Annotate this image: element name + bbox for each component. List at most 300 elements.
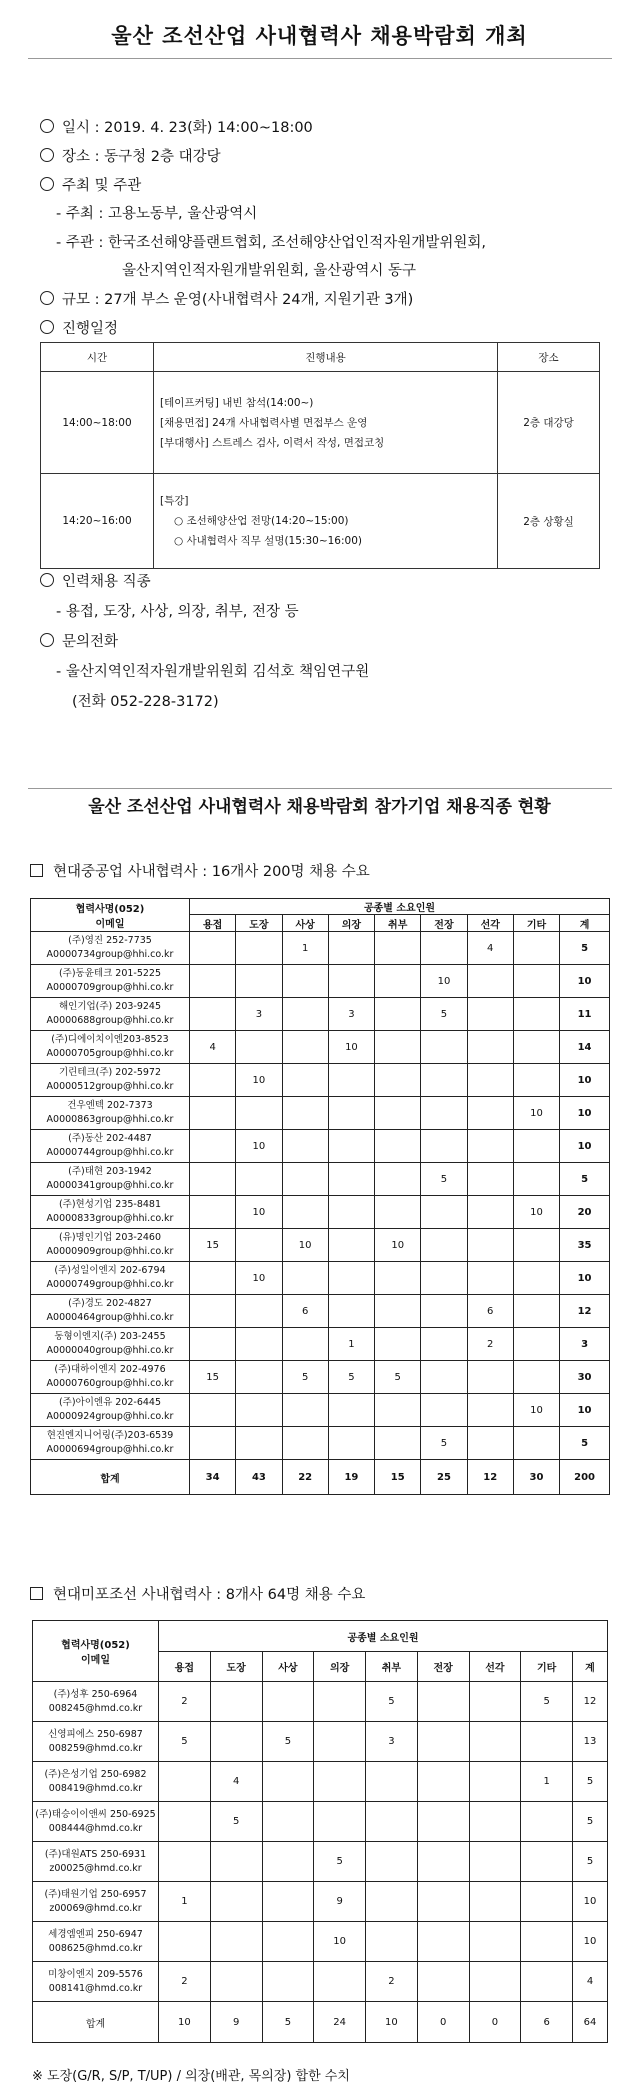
count-cell: 5 <box>159 1722 211 1762</box>
table-row <box>33 1882 608 1922</box>
count-cell: 5 <box>314 1842 366 1882</box>
count-cell <box>513 1064 559 1097</box>
total-row <box>31 1460 610 1495</box>
table-row <box>33 1762 608 1802</box>
count-cell: 9 <box>314 1882 366 1922</box>
company-email: A0000705group@hhi.co.kr <box>46 1048 174 1059</box>
count-cell: 5 <box>282 1361 328 1394</box>
company-email: z00069@hmd.co.kr <box>49 1902 142 1914</box>
company-cell <box>33 1882 159 1922</box>
place-text: 장소 : 동구청 2층 대강당 <box>62 149 221 165</box>
company-email: A0000863group@hhi.co.kr <box>46 1114 174 1125</box>
schedule-content <box>154 372 498 474</box>
count-cell <box>467 998 513 1031</box>
contact-header-line <box>40 630 118 651</box>
company-email: 008444@hmd.co.kr <box>48 1822 143 1834</box>
total-cell: 9 <box>210 2002 262 2043</box>
total-cell: 10 <box>366 2002 418 2043</box>
col-header: 취부 <box>375 915 421 932</box>
count-cell: 4 <box>190 1031 236 1064</box>
host-line: - 주최 : 고용노동부, 울산광역시 <box>56 206 258 222</box>
company-email: A0000512group@hhi.co.kr <box>46 1081 174 1092</box>
count-cell: 2 <box>159 1682 211 1722</box>
table-row <box>31 932 610 965</box>
count-cell: 3 <box>236 998 282 1031</box>
section-title: 울산 조선산업 사내협력사 채용박람회 참가기업 채용직종 현황 <box>88 797 551 817</box>
row-total-cell: 35 <box>560 1229 610 1262</box>
col-company-label: 협력사명(052) <box>61 1640 130 1651</box>
count-cell: 2 <box>467 1328 513 1361</box>
table-row <box>33 1962 608 2002</box>
count-cell <box>190 1394 236 1427</box>
count-cell <box>375 1262 421 1295</box>
row-total-cell: 10 <box>560 1097 610 1130</box>
company-email: A0000749group@hhi.co.kr <box>46 1279 174 1290</box>
count-cell <box>366 1802 418 1842</box>
schedule-time: 14:00~18:00 <box>41 372 154 474</box>
company-cell <box>33 1842 159 1882</box>
company-email: A0000833group@hhi.co.kr <box>46 1213 174 1224</box>
col-header: 기타 <box>513 915 559 932</box>
total-cell: 0 <box>469 2002 521 2043</box>
count-cell <box>262 1842 314 1882</box>
count-cell <box>328 1262 374 1295</box>
count-cell: 6 <box>467 1295 513 1328</box>
count-cell <box>328 1394 374 1427</box>
company-email: 008625@hmd.co.kr <box>48 1942 143 1954</box>
scale-line <box>40 288 413 309</box>
company-name: (주)현성기업 235-8481 <box>58 1199 162 1210</box>
table-row <box>31 1361 610 1394</box>
company-email: 008419@hmd.co.kr <box>48 1782 143 1794</box>
col-email-label: 이메일 <box>95 919 125 930</box>
count-cell <box>417 1962 469 2002</box>
count-cell: 1 <box>159 1882 211 1922</box>
count-cell <box>159 1762 211 1802</box>
count-cell <box>421 1130 467 1163</box>
col-email-label: 이메일 <box>81 1655 110 1666</box>
schedule-item: ○ 조선해양산업 전망(14:20~15:00) <box>174 515 349 527</box>
count-cell <box>467 1130 513 1163</box>
count-cell <box>375 1328 421 1361</box>
count-cell <box>421 932 467 965</box>
company-email: 008259@hmd.co.kr <box>48 1742 143 1754</box>
count-cell <box>190 1163 236 1196</box>
col-company-header <box>31 899 190 932</box>
count-cell <box>469 1722 521 1762</box>
row-total-cell: 5 <box>573 1802 608 1842</box>
count-cell <box>467 965 513 998</box>
schedule-content <box>154 474 498 569</box>
count-cell <box>467 1097 513 1130</box>
footnote: ※ 도장(G/R, S/P, T/UP) / 의장(배관, 목의장) 합한 수치 <box>32 2069 350 2084</box>
count-cell <box>262 1962 314 2002</box>
count-cell: 5 <box>328 1361 374 1394</box>
scale-text: 규모 : 27개 부스 운영(사내협력사 24개, 지원기관 3개) <box>62 292 414 308</box>
total-cell: 0 <box>417 2002 469 2043</box>
schedule-col-content: 진행내용 <box>154 343 498 372</box>
company-name: (주)성후 250-6964 <box>53 1688 138 1700</box>
company-cell <box>31 1427 190 1460</box>
count-cell <box>421 1361 467 1394</box>
count-cell: 1 <box>282 932 328 965</box>
count-cell <box>417 1882 469 1922</box>
company-name: (주)디에이치이엔203-8523 <box>51 1034 169 1045</box>
jobs-header-text: 인력채용 직종 <box>62 574 151 590</box>
count-cell <box>469 1962 521 2002</box>
company-name: (주)영진 252-7735 <box>68 935 152 946</box>
count-cell <box>328 932 374 965</box>
table-row <box>31 1163 610 1196</box>
count-cell <box>467 1262 513 1295</box>
count-cell <box>236 1361 282 1394</box>
company-name: (유)명인기업 203-2460 <box>58 1232 162 1243</box>
company-cell <box>31 1394 190 1427</box>
count-cell <box>513 932 559 965</box>
count-cell <box>236 1097 282 1130</box>
count-cell <box>210 1682 262 1722</box>
total-cell: 200 <box>560 1460 610 1495</box>
count-cell <box>467 1361 513 1394</box>
count-cell <box>159 1802 211 1842</box>
page-title: 울산 조선산업 사내협력사 채용박람회 개최 <box>111 24 528 48</box>
row-total-cell: 11 <box>560 998 610 1031</box>
company-email: A0000709group@hhi.co.kr <box>46 982 174 993</box>
count-cell: 10 <box>513 1097 559 1130</box>
count-cell <box>469 1682 521 1722</box>
count-cell <box>513 1361 559 1394</box>
circle-bullet-icon <box>40 177 54 191</box>
count-cell <box>375 1295 421 1328</box>
schedule-item: [테이프커팅] 내빈 참석(14:00~) <box>160 396 314 409</box>
col-header: 도장 <box>236 915 282 932</box>
count-cell <box>467 1031 513 1064</box>
company-name: 동형이엔지(주) 203-2455 <box>54 1331 166 1342</box>
count-cell <box>467 1394 513 1427</box>
count-cell <box>159 1842 211 1882</box>
row-total-cell: 5 <box>560 932 610 965</box>
count-cell <box>421 1229 467 1262</box>
company-email: A0000341group@hhi.co.kr <box>46 1180 174 1191</box>
total-cell: 43 <box>236 1460 282 1495</box>
count-cell <box>236 1229 282 1262</box>
col-company-label: 협력사명(052) <box>75 904 145 915</box>
count-cell <box>236 1427 282 1460</box>
count-cell <box>328 1229 374 1262</box>
company-name: (주)은성기업 250-6982 <box>44 1768 147 1780</box>
count-cell <box>282 1064 328 1097</box>
company-name: (주)동윤테크 201-5225 <box>58 968 162 979</box>
col-header: 선각 <box>467 915 513 932</box>
total-cell: 19 <box>328 1460 374 1495</box>
count-cell <box>190 1130 236 1163</box>
count-cell <box>262 1922 314 1962</box>
count-cell: 5 <box>421 1427 467 1460</box>
count-cell <box>469 1882 521 1922</box>
table-row <box>31 1064 610 1097</box>
place-line <box>40 145 221 166</box>
company-cell <box>31 1031 190 1064</box>
circle-bullet-icon <box>40 573 54 587</box>
schedule-header-line <box>40 317 118 338</box>
company-cell <box>33 1802 159 1842</box>
circle-bullet-icon <box>40 291 54 305</box>
total-cell: 5 <box>262 2002 314 2043</box>
company-cell <box>31 1262 190 1295</box>
count-cell: 5 <box>210 1802 262 1842</box>
company-email: A0000744group@hhi.co.kr <box>46 1147 174 1158</box>
count-cell <box>417 1922 469 1962</box>
count-cell <box>328 1295 374 1328</box>
company-cell <box>33 1762 159 1802</box>
count-cell <box>328 1097 374 1130</box>
count-cell <box>282 998 328 1031</box>
table-row <box>31 965 610 998</box>
company-name: (주)아이엔유 202-6445 <box>58 1397 162 1408</box>
company-email: A0000464group@hhi.co.kr <box>46 1312 174 1323</box>
table2-caption-text: 현대미포조선 사내협력사 : 8개사 64명 채용 수요 <box>53 1587 366 1603</box>
col-header: 사상 <box>282 915 328 932</box>
company-cell <box>33 1682 159 1722</box>
count-cell: 15 <box>190 1229 236 1262</box>
count-cell <box>314 1762 366 1802</box>
company-email: A0000688group@hhi.co.kr <box>46 1015 174 1026</box>
company-cell <box>33 1922 159 1962</box>
count-cell: 15 <box>190 1361 236 1394</box>
count-cell <box>328 965 374 998</box>
col-header: 용접 <box>159 1652 211 1682</box>
count-cell <box>190 1295 236 1328</box>
total-cell: 24 <box>314 2002 366 2043</box>
schedule-item: [특강] <box>160 495 189 507</box>
count-cell <box>262 1882 314 1922</box>
count-cell <box>467 1163 513 1196</box>
count-cell <box>469 1802 521 1842</box>
count-cell <box>210 1962 262 2002</box>
circle-bullet-icon <box>40 119 54 133</box>
table1-caption <box>30 860 370 881</box>
count-cell <box>366 1922 418 1962</box>
company-cell <box>31 1064 190 1097</box>
count-cell <box>190 932 236 965</box>
count-cell <box>513 1328 559 1361</box>
count-cell <box>375 1031 421 1064</box>
count-cell <box>375 1427 421 1460</box>
row-total-cell: 10 <box>560 1064 610 1097</box>
company-cell <box>31 998 190 1031</box>
count-cell <box>190 1262 236 1295</box>
company-name: 세경엠엔피 250-6947 <box>48 1928 143 1940</box>
total-cell: 25 <box>421 1460 467 1495</box>
table-row <box>31 998 610 1031</box>
count-cell: 3 <box>366 1722 418 1762</box>
row-total-cell: 14 <box>560 1031 610 1064</box>
count-cell: 10 <box>328 1031 374 1064</box>
table-row <box>33 1682 608 1722</box>
company-cell <box>31 1097 190 1130</box>
company-cell <box>31 1328 190 1361</box>
count-cell: 5 <box>366 1682 418 1722</box>
count-cell: 10 <box>513 1394 559 1427</box>
count-cell <box>417 1682 469 1722</box>
col-header: 의장 <box>328 915 374 932</box>
col-header: 도장 <box>210 1652 262 1682</box>
total-row <box>33 2002 608 2043</box>
organizer-line-2: 울산지역인적자원개발위원회, 울산광역시 동구 <box>122 263 416 279</box>
count-cell <box>190 1328 236 1361</box>
count-cell: 10 <box>314 1922 366 1962</box>
schedule-row <box>41 372 600 474</box>
row-total-cell: 10 <box>560 1130 610 1163</box>
company-cell <box>31 965 190 998</box>
company-cell <box>31 1196 190 1229</box>
company-name: (주)태현 203-1942 <box>68 1166 152 1177</box>
count-cell: 10 <box>236 1262 282 1295</box>
row-total-cell: 10 <box>560 965 610 998</box>
company-email: A0000760group@hhi.co.kr <box>46 1378 174 1389</box>
company-name: 해인기업(주) 203-9245 <box>58 1001 162 1012</box>
count-cell <box>190 1064 236 1097</box>
count-cell: 2 <box>159 1962 211 2002</box>
company-cell <box>33 1962 159 2002</box>
company-email: A0000040group@hhi.co.kr <box>46 1345 174 1356</box>
schedule-row <box>41 474 600 569</box>
company-name: (주)성일이엔지 202-6794 <box>54 1265 166 1276</box>
count-cell <box>467 1427 513 1460</box>
row-total-cell: 5 <box>560 1163 610 1196</box>
count-cell <box>417 1722 469 1762</box>
count-cell <box>328 1064 374 1097</box>
schedule-item: ○ 사내협력사 직무 설명(15:30~16:00) <box>174 535 362 547</box>
table-row <box>31 1427 610 1460</box>
date-line <box>40 116 313 137</box>
company-email: A0000909group@hhi.co.kr <box>46 1246 174 1257</box>
count-cell <box>282 1097 328 1130</box>
row-total-cell: 5 <box>560 1427 610 1460</box>
count-cell: 10 <box>282 1229 328 1262</box>
count-cell <box>421 1328 467 1361</box>
count-cell <box>513 965 559 998</box>
section-divider <box>28 788 612 789</box>
count-cell <box>328 1163 374 1196</box>
count-cell <box>521 1722 573 1762</box>
company-name: 미창이엔지 209-5576 <box>48 1968 143 1980</box>
count-cell: 5 <box>262 1722 314 1762</box>
count-cell <box>282 1394 328 1427</box>
table-row <box>33 1922 608 1962</box>
count-cell <box>236 1031 282 1064</box>
contact-line-2: (전화 052-228-3172) <box>72 694 219 710</box>
col-header: 선각 <box>469 1652 521 1682</box>
total-cell: 15 <box>375 1460 421 1495</box>
count-cell <box>513 1427 559 1460</box>
company-name: (주)경도 202-4827 <box>68 1298 152 1309</box>
count-cell <box>375 1196 421 1229</box>
row-total-cell: 5 <box>573 1842 608 1882</box>
company-email: A0000924group@hhi.co.kr <box>46 1411 174 1422</box>
count-cell <box>210 1882 262 1922</box>
col-company-header <box>33 1621 159 1682</box>
col-header: 계 <box>560 915 610 932</box>
schedule-col-time: 시간 <box>41 343 154 372</box>
count-cell <box>190 1097 236 1130</box>
company-email: A0000734group@hhi.co.kr <box>46 949 174 960</box>
company-name: (주)대하이엔지 202-4976 <box>54 1364 166 1375</box>
row-total-cell: 4 <box>573 1962 608 2002</box>
circle-bullet-icon <box>40 633 54 647</box>
row-total-cell: 20 <box>560 1196 610 1229</box>
company-email: z00025@hmd.co.kr <box>49 1862 142 1874</box>
count-cell: 1 <box>521 1762 573 1802</box>
count-cell <box>375 1130 421 1163</box>
count-cell <box>328 1196 374 1229</box>
count-cell <box>469 1842 521 1882</box>
table-row <box>31 1394 610 1427</box>
count-cell <box>375 1394 421 1427</box>
organizer-line-1: - 주관 : 한국조선해양플랜트협회, 조선해양산업인적자원개발위원회, <box>56 235 486 251</box>
count-cell: 10 <box>236 1130 282 1163</box>
count-cell <box>421 1394 467 1427</box>
count-cell <box>469 1922 521 1962</box>
count-cell <box>236 1328 282 1361</box>
row-total-cell: 3 <box>560 1328 610 1361</box>
company-name: 신영피에스 250-6987 <box>48 1728 143 1740</box>
row-total-cell: 10 <box>573 1882 608 1922</box>
company-cell <box>31 1130 190 1163</box>
table1-caption-text: 현대중공업 사내협력사 : 16개사 200명 채용 수요 <box>53 864 370 880</box>
count-cell <box>282 1031 328 1064</box>
row-total-cell: 10 <box>560 1262 610 1295</box>
company-name: (주)동산 202-4487 <box>68 1133 152 1144</box>
count-cell <box>282 1262 328 1295</box>
count-cell <box>421 1064 467 1097</box>
count-cell <box>282 1196 328 1229</box>
square-bullet-icon <box>30 1587 43 1600</box>
count-cell <box>375 965 421 998</box>
count-cell <box>513 1031 559 1064</box>
company-cell <box>33 1722 159 1762</box>
group-header: 공종별 소요인원 <box>159 1621 608 1652</box>
row-total-cell: 5 <box>573 1762 608 1802</box>
count-cell <box>190 965 236 998</box>
count-cell: 10 <box>236 1064 282 1097</box>
count-cell <box>366 1842 418 1882</box>
table-row <box>31 1196 610 1229</box>
circle-bullet-icon <box>40 148 54 162</box>
col-header: 기타 <box>521 1652 573 1682</box>
col-header: 용접 <box>190 915 236 932</box>
company-name: (주)태승이이앤씨 250-6925 <box>35 1808 156 1820</box>
schedule-time: 14:20~16:00 <box>41 474 154 569</box>
count-cell <box>417 1842 469 1882</box>
row-total-cell: 12 <box>560 1295 610 1328</box>
count-cell <box>513 1295 559 1328</box>
group-header: 공종별 소요인원 <box>190 899 610 915</box>
count-cell: 10 <box>421 965 467 998</box>
count-cell <box>521 1922 573 1962</box>
count-cell <box>467 1196 513 1229</box>
total-cell: 12 <box>467 1460 513 1495</box>
table-row <box>31 1031 610 1064</box>
total-cell: 10 <box>159 2002 211 2043</box>
count-cell <box>421 1295 467 1328</box>
count-cell <box>366 1882 418 1922</box>
row-total-cell: 30 <box>560 1361 610 1394</box>
col-header: 의장 <box>314 1652 366 1682</box>
schedule-place: 2층 대강당 <box>498 372 600 474</box>
count-cell <box>328 1427 374 1460</box>
count-cell <box>513 1262 559 1295</box>
